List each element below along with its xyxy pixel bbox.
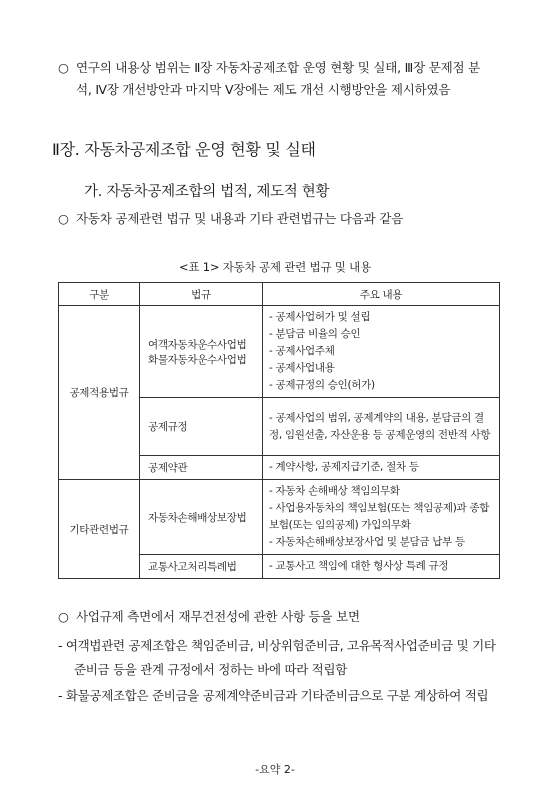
regulation-text: 사업규제 측면에서 재무건전성에 관한 사항 등을 보면	[76, 609, 360, 624]
category-cell: 기타관련법규	[59, 480, 140, 579]
law-name: 교통사고처리특례법	[148, 561, 237, 573]
regulations-table	[58, 282, 500, 579]
content-cell	[263, 456, 500, 480]
table-row	[59, 306, 500, 398]
law-cell	[140, 456, 263, 480]
category-cell: 공제적용법규	[59, 306, 140, 480]
table-header-row	[59, 283, 500, 306]
intro-paragraph	[58, 57, 498, 101]
law-cell	[140, 306, 263, 398]
table-caption: <표 1> 자동차 공제 관련 법규 및 내용	[179, 260, 371, 274]
content-item: - 공제사업의 범위, 공제계약의 내용, 분담금의 결정, 임원선출, 자산운용 등 공제운영의 전반적 사항	[269, 411, 491, 441]
circle-bullet-icon: ○	[58, 211, 69, 226]
content-item: - 사업용자동차의 책임보험(또는 책임공제)과 종합보험(또는 임의공제) 가입의무화	[269, 502, 490, 531]
chapter-heading: Ⅱ장. 자동차공제조합 운영 현황 및 실태	[52, 140, 316, 159]
circle-bullet-icon: ○	[58, 609, 69, 624]
law-name: 공제규정	[148, 421, 188, 433]
section-heading: 가. 자동차공제조합의 법적, 제도적 현황	[84, 184, 330, 200]
content-item: - 교통사고 책임에 대한 형사상 특례 규정	[269, 560, 449, 572]
content-item: - 공제사업주체	[269, 345, 335, 357]
content-cell	[263, 480, 500, 555]
header-content: 주요 내용	[263, 283, 500, 306]
section-intro-text: 자동차 공제관련 법규 및 내용과 기타 관련법규는 다음과 같음	[76, 211, 404, 226]
law-name: 화물자동차운수사업법	[148, 353, 247, 366]
law-name: 공제약관	[148, 462, 188, 474]
content-item: - 분담금 비율의 승인	[269, 328, 361, 340]
law-cell	[140, 398, 263, 456]
law-cell	[140, 480, 263, 555]
list-item	[58, 684, 508, 708]
law-name: 여객자동차운수사업법	[148, 338, 247, 351]
bullet-text: - 화물공제조합은 준비금을 공제계약준비금과 기타준비금으로 구분 계상하여 적립	[58, 688, 489, 703]
intro-line-1: 연구의 내용상 범위는 Ⅱ장 자동차공제조합 운영 현황 및 실태, Ⅲ장 문제점 분	[76, 60, 481, 75]
content-item: - 공제사업허가 및 설립	[269, 311, 371, 323]
content-cell	[263, 398, 500, 456]
content-cell	[263, 306, 500, 398]
section-intro-paragraph	[58, 208, 498, 230]
circle-bullet-icon: ○	[58, 60, 69, 75]
intro-line-2: 석, Ⅳ장 개선방안과 마지막 Ⅴ장에는 제도 개선 시행방안을 제시하였음	[76, 82, 451, 97]
table-row	[59, 480, 500, 555]
content-item: - 계약사항, 공제지급기준, 절차 등	[269, 461, 419, 473]
content-item: - 공제규정의 승인(허가)	[269, 379, 375, 391]
content-item: - 자동차 손해배상 책임의무화	[269, 485, 400, 497]
content-item: - 자동차손해배상보장사업 및 분담금 납부 등	[269, 536, 465, 548]
law-cell	[140, 555, 263, 579]
content-cell	[263, 555, 500, 579]
header-category: 구분	[59, 283, 140, 306]
law-name: 자동차손해배상보장법	[148, 511, 247, 524]
bullet-text: - 여객법관련 공제조합은 책임준비금, 비상위험준비금, 고유목적사업준비금 및 기타 준비금 등을 관계 규정에서 정하는 바에 따라 적립함	[58, 638, 496, 677]
list-item	[58, 634, 508, 682]
regulation-paragraph	[58, 606, 498, 628]
header-law: 법규	[140, 283, 263, 306]
content-item: - 공제사업내용	[269, 362, 335, 374]
page-number: -요약 2-	[255, 763, 295, 776]
